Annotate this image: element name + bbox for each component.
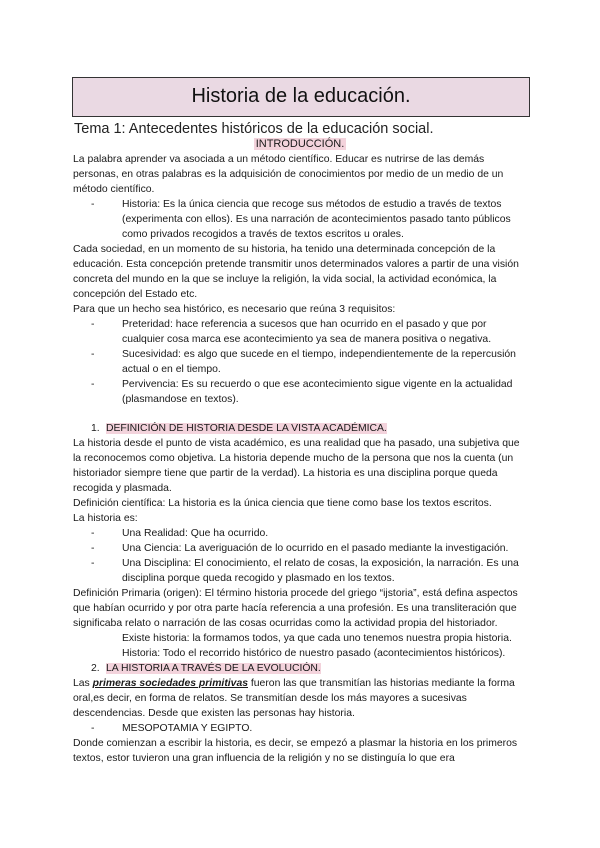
indented-line: Existe historia: la formamos todos, ya que cada uno tenemos nuestra propia historia. xyxy=(122,633,512,644)
paragraph: La historia es: xyxy=(73,513,138,524)
dash-bullet: - xyxy=(91,543,95,554)
list-item xyxy=(73,377,528,407)
section-number: 2. xyxy=(91,663,100,674)
list-item xyxy=(73,721,528,736)
text-run: fueron las que transmitían las historias mediante la forma oral,es decir, en forma de relatos. Se transmitían desde los más mayores a sucesivas descendencias. Desde que existen las personas hay historia. xyxy=(73,678,515,719)
section-heading-2 xyxy=(73,661,528,676)
document-title: Historia de la educación. xyxy=(72,77,530,117)
dash-bullet: - xyxy=(91,199,95,210)
list-item xyxy=(73,317,528,347)
section-title: DEFINICIÓN DE HISTORIA DESDE LA VISTA ACADÉMICA. xyxy=(106,423,387,434)
intro-heading xyxy=(0,138,600,151)
dash-bullet: - xyxy=(91,528,95,539)
paragraph: Para que un hecho sea histórico, es necesario que reúna 3 requisitos: xyxy=(73,304,396,315)
section-title: LA HISTORIA A TRAVÉS DE LA EVOLUCIÓN. xyxy=(106,663,321,674)
list-item-text: Una Realidad: Que ha ocurrido. xyxy=(122,528,269,539)
indented-line: Historia: Todo el recorrido histórico de nuestro pasado (acontecimientos históricos). xyxy=(122,648,506,659)
section-number: 1. xyxy=(91,423,100,434)
dash-bullet: - xyxy=(91,379,95,390)
dash-bullet: - xyxy=(91,349,95,360)
text-run: Las xyxy=(73,678,93,689)
list-item-text: Sucesividad: es algo que sucede en el tiempo, independientemente de la repercusión actual o en el tiempo. xyxy=(122,349,516,375)
paragraph: La palabra aprender va asociada a un método científico. Educar es nutrirse de las demás personas, en otras palabras es la adquisición de conocimientos por medio de un medio de un método científico. xyxy=(73,154,504,195)
list-item xyxy=(73,347,528,377)
list-item-text: Preteridad: hace referencia a sucesos que han ocurrido en el pasado y que por cualquier cosa marca ese acontecimiento ya sea de manera positiva o negativa. xyxy=(122,319,492,345)
list-item-text: Una Disciplina: El conocimiento, el relato de cosas, la exposición, la narración. Es una disciplina porque queda recogido y plasmado en los textos. xyxy=(122,558,519,584)
list-item xyxy=(73,556,528,586)
paragraph: Donde comienzan a escribir la historia, es decir, se empezó a plasmar la historia en los primeros textos, estor tuvieron una gran influencia de la religión y no se distinguía lo que era xyxy=(73,738,518,764)
list-item-text: MESOPOTAMIA Y EGIPTO. xyxy=(122,723,253,734)
topic-subtitle: Tema 1: Antecedentes históricos de la educación social. xyxy=(74,121,434,137)
spacer xyxy=(73,407,528,421)
emphasized-text: primeras sociedades primitivas xyxy=(92,678,248,689)
paragraph: Definición Primaria (origen): El término historia procede del griego “ijstoria”, está defina aspectos que habían ocurrido y por otra parte hacía referencia a una profesión. Es una transliteración que significaba relato o narración de las cosas ocurridas como la actividad propia del historiador. xyxy=(73,588,518,629)
paragraph: Definición científica: La historia es la única ciencia que tiene como base los textos escritos. xyxy=(73,498,492,509)
list-item xyxy=(73,526,528,541)
dash-bullet: - xyxy=(91,319,95,330)
paragraph xyxy=(73,676,528,721)
list-item-text: Historia: Es la única ciencia que recoge sus métodos de estudio a través de textos (experimenta con ellos). Es una narración de acontecimientos pasado tanto públicos como privados recogidos a través de textos escritos u orales. xyxy=(122,199,511,240)
dash-bullet: - xyxy=(91,723,95,734)
section-heading-1 xyxy=(73,421,528,436)
intro-heading-text: INTRODUCCIÓN. xyxy=(255,138,345,150)
list-item xyxy=(73,541,528,556)
document-body xyxy=(73,152,528,766)
dash-bullet: - xyxy=(91,558,95,569)
list-item-text: Una Ciencia: La averiguación de lo ocurrido en el pasado mediante la investigación. xyxy=(122,543,509,554)
paragraph: La historia desde el punto de vista académico, es una realidad que ha pasado, una subjetiva que la reconocemos como objetiva. La historia depende mucho de la persona que nos la cuenta (un historiador siempre tiene que partir de la verdad). La historia es una disciplina porque queda recogida y plasmada. xyxy=(73,438,520,494)
paragraph: Cada sociedad, en un momento de su historia, ha tenido una determinada concepción de la educación. Esta concepción pretende transmitir unos determinados valores a partir de una visión concreta del mundo en la que se incluye la religión, la vida social, la actividad económica, la concepción del Estado etc. xyxy=(73,244,519,300)
list-item-text: Pervivencia: Es su recuerdo o que ese acontecimiento sigue vigente en la actualidad (plasmandose en textos). xyxy=(122,379,513,405)
list-item xyxy=(73,197,528,242)
